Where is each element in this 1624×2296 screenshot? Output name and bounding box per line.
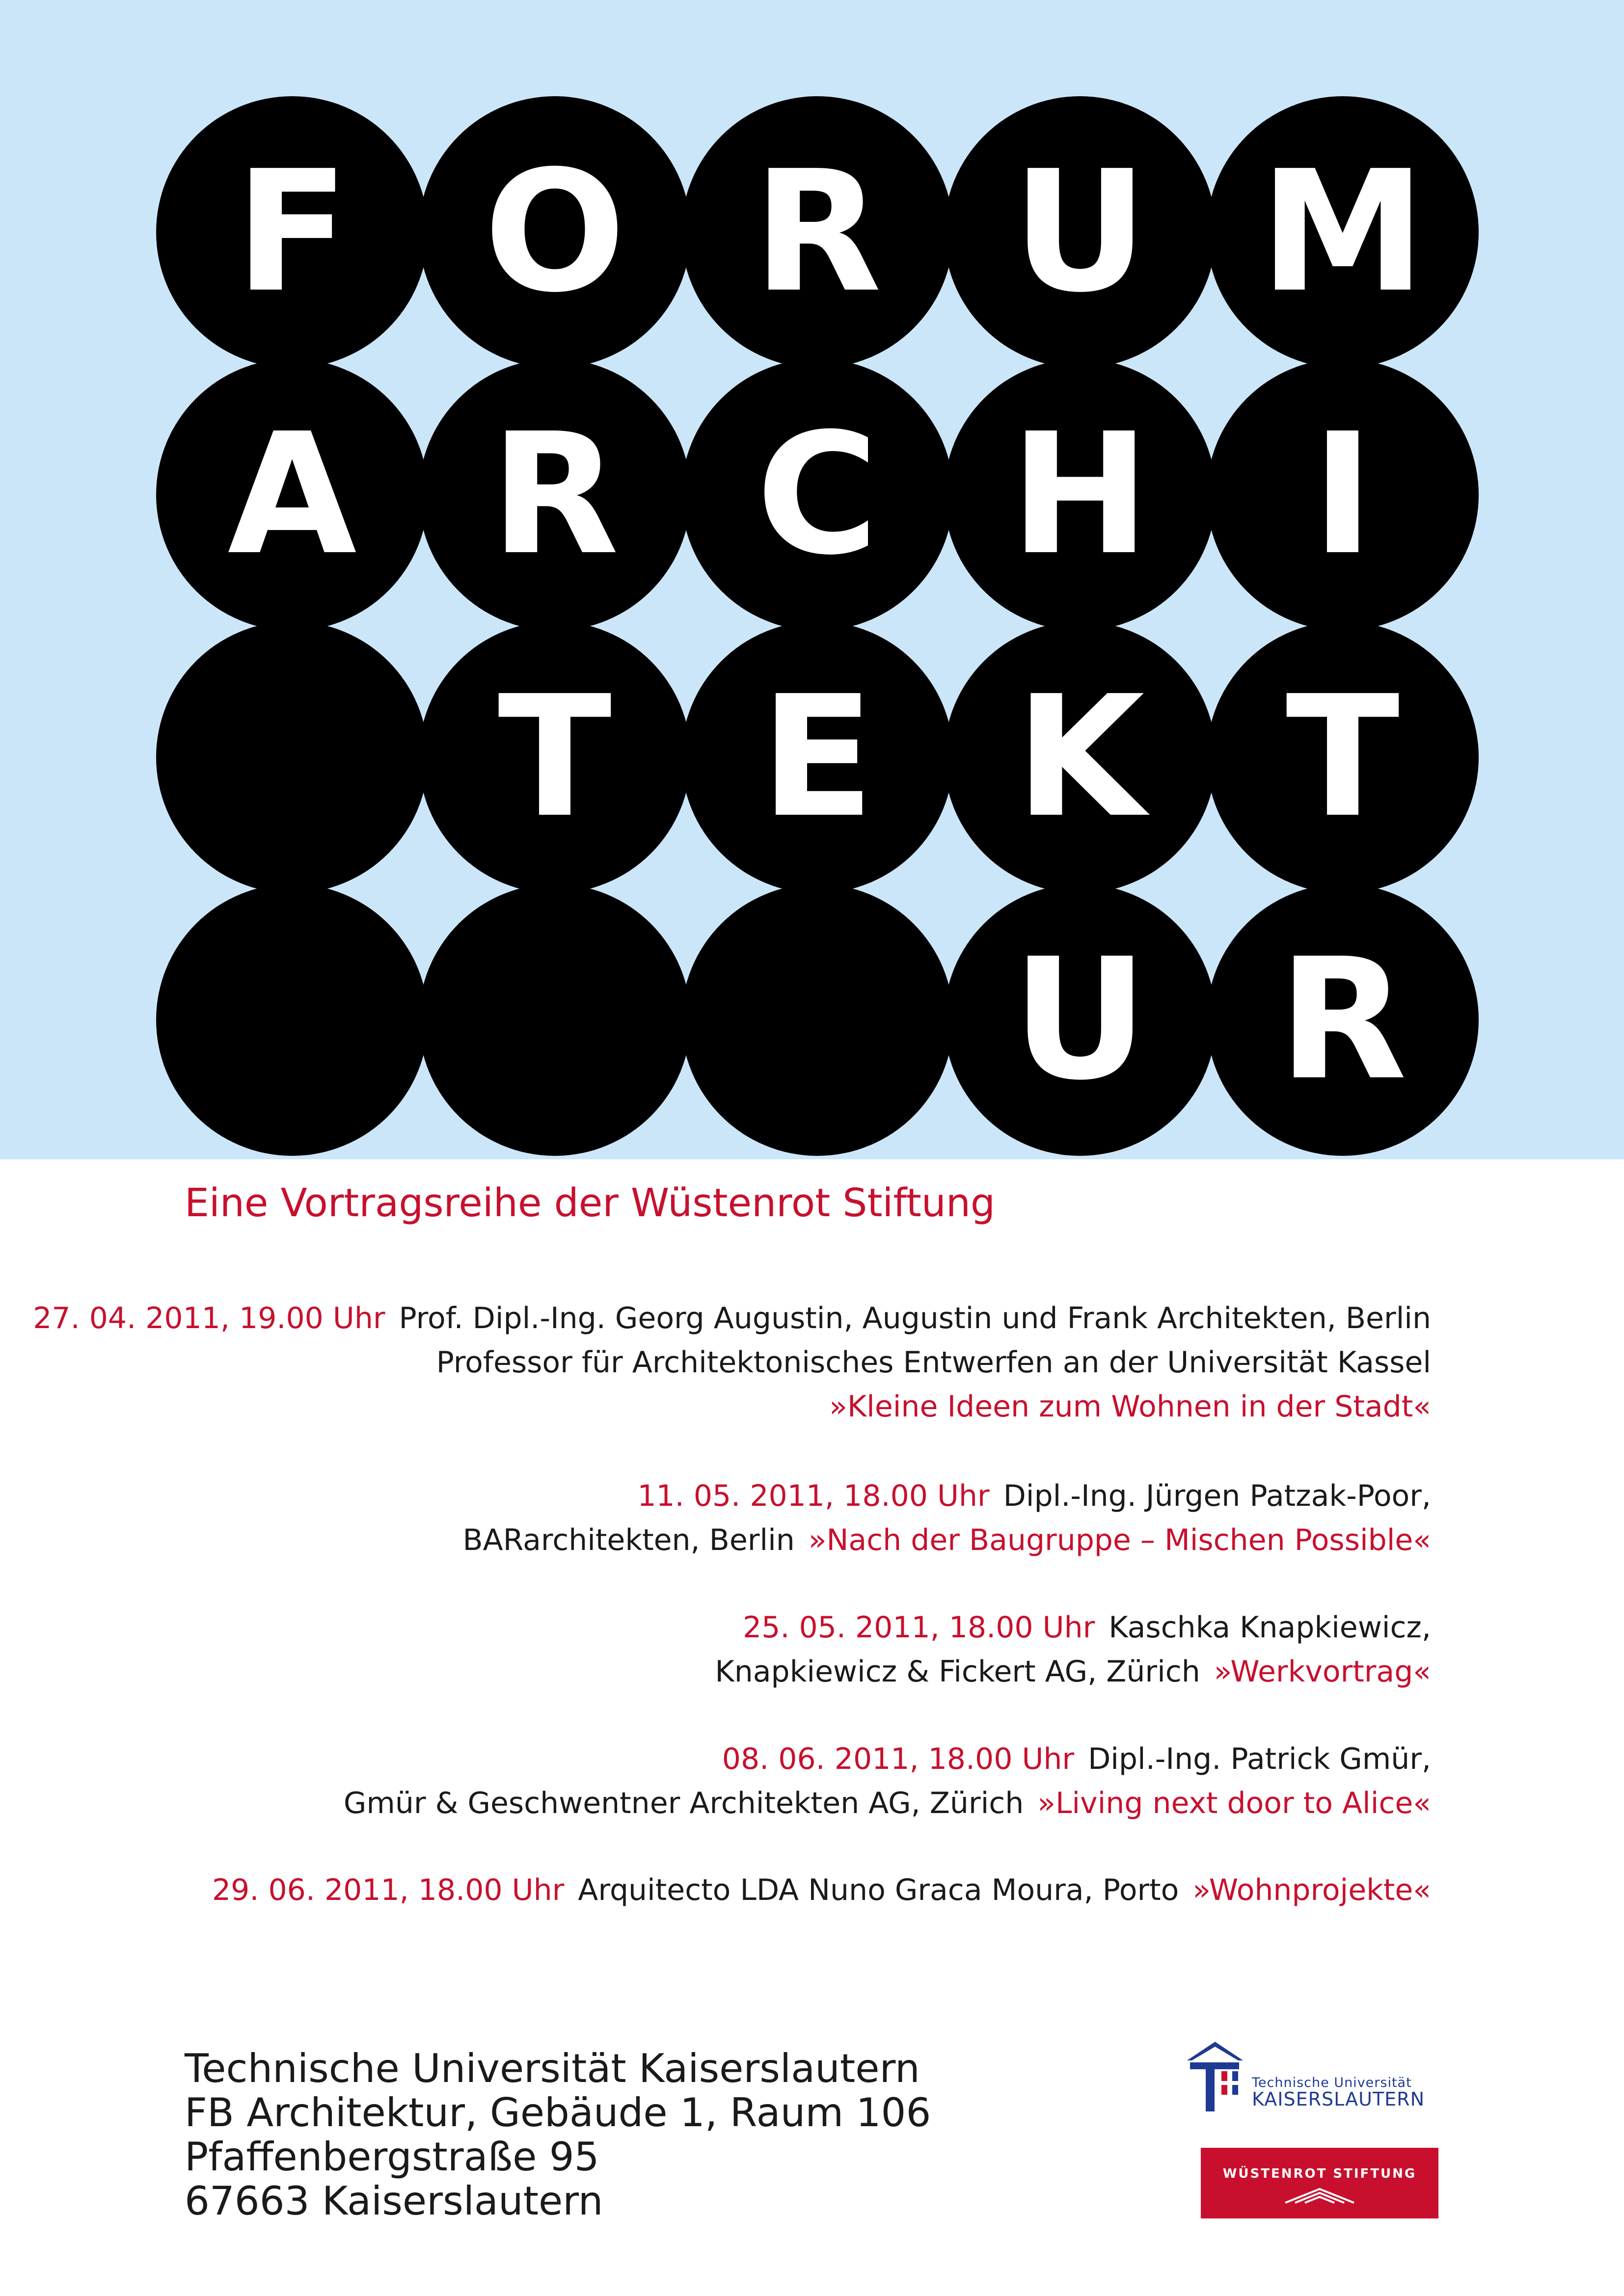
title-letter: K [1015,660,1145,854]
tu-emblem-icon [1183,2041,1247,2114]
event-text: Gmür & Geschwentner Architekten AG, Zürich [343,1786,1024,1820]
event-line [715,1654,1431,1689]
title-letter: M [1259,135,1426,329]
title-circle [1207,96,1479,368]
title-letter: T [498,660,612,854]
title-letter: C [756,398,879,592]
title-letter: R [490,398,619,592]
tu-logo-line1: Technische Universität [1252,2075,1412,2090]
event-line [212,1872,1431,1908]
title-letter: R [753,135,882,329]
address-line: Pfaffenbergstraße 95 [185,2134,599,2180]
event-text: Knapkiewicz & Fickert AG, Zürich [715,1655,1200,1689]
title-circle [681,359,953,631]
event-line [743,1610,1431,1645]
title-circle [1207,884,1479,1156]
title-circle [944,884,1216,1156]
address-line: FB Architektur, Gebäude 1, Raum 106 [185,2090,931,2136]
event-highlight: »Kleine Ideen zum Wohnen in der Stadt« [829,1389,1431,1424]
event-highlight: »Nach der Baugruppe – Mischen Possible« [808,1523,1431,1557]
title-circle [681,96,953,368]
roof-lines-icon [1280,2186,1359,2206]
title-letter: F [235,135,350,329]
event-text: Kaschka Knapkiewicz, [1109,1610,1431,1645]
event-highlight: »Werkvortrag« [1214,1655,1431,1689]
event-line [463,1522,1432,1558]
event-line [33,1301,1431,1336]
title-circle [681,884,953,1156]
title-circle [156,359,428,631]
title-circle [156,621,428,893]
event-line [637,1478,1431,1514]
title-letter: U [1012,923,1148,1117]
title-letter: I [1311,398,1374,592]
title-letter: A [227,398,357,592]
title-letter: R [1278,923,1407,1117]
tu-logo-line2: KAISERSLAUTERN [1252,2088,1425,2110]
title-letter: O [484,135,626,329]
address-line: Technische Universität Kaiserslautern [185,2046,920,2091]
title-letter: H [1010,398,1150,592]
wuestenrot-stiftung-logo [1201,2148,1438,2218]
title-circle [156,96,428,368]
event-highlight: 29. 06. 2011, 18.00 Uhr [212,1873,565,1907]
title-circle [419,359,691,631]
address-line: 67663 Kaiserslautern [185,2178,603,2224]
title-circle [681,621,953,893]
title-circle [419,96,691,368]
event-text: Dipl.-Ing. Jürgen Patzak-Poor, [1003,1479,1431,1513]
event-line [722,1741,1431,1777]
wuestenrot-logo-text: WÜSTENROT STIFTUNG [1222,2166,1417,2181]
event-text: Professor für Architektonisches Entwerfen an der Universität Kassel [436,1345,1431,1380]
event-text: Prof. Dipl.-Ing. Georg Augustin, Augustin und Frank Architekten, Berlin [399,1301,1431,1335]
title-circle [944,621,1216,893]
event-highlight: 25. 05. 2011, 18.00 Uhr [743,1610,1095,1645]
event-highlight: »Wohnprojekte« [1192,1873,1431,1907]
title-circle [419,884,691,1156]
title-letter: E [760,660,875,854]
title-circle [1207,359,1479,631]
event-text: Dipl.-Ing. Patrick Gmür, [1088,1742,1431,1776]
event-line [436,1345,1431,1380]
title-letter: T [1286,660,1400,854]
series-subtitle: Eine Vortragsreihe der Wüstenrot Stiftung [185,1180,996,1226]
event-highlight: 08. 06. 2011, 18.00 Uhr [722,1742,1075,1776]
event-line [829,1389,1431,1424]
title-circle [944,96,1216,368]
title-letter: U [1012,135,1148,329]
event-text: Arquitecto LDA Nuno Graca Moura, Porto [578,1873,1179,1907]
event-highlight: 11. 05. 2011, 18.00 Uhr [637,1479,990,1513]
event-text: BARarchitekten, Berlin [462,1523,795,1557]
tu-kaiserslautern-logo [1183,2036,1438,2114]
title-circle [1207,621,1479,893]
title-circle [419,621,691,893]
title-circle [944,359,1216,631]
title-circle [156,884,428,1156]
venue-address [185,2047,931,2223]
event-line [344,1786,1431,1821]
event-highlight: 27. 04. 2011, 19.00 Uhr [33,1301,385,1335]
event-highlight: »Living next door to Alice« [1037,1786,1431,1820]
